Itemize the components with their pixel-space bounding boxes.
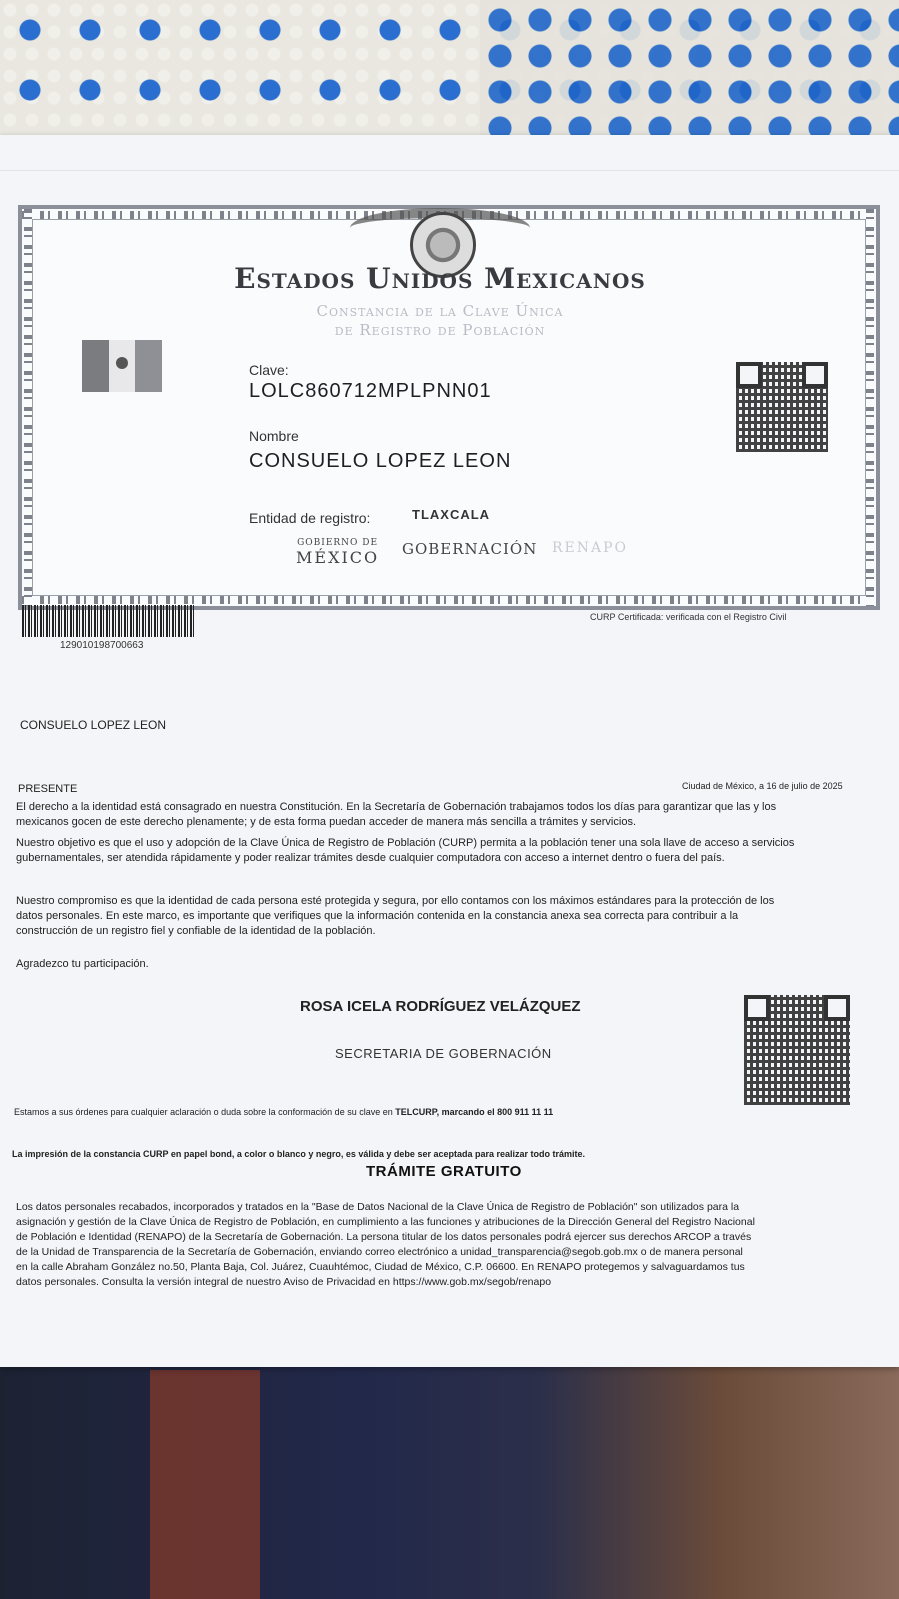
frame-border-bottom bbox=[22, 596, 876, 604]
contact-prefix: Estamos a sus órdenes para cualquier aclaración o duda sobre la conformación de su clave en bbox=[14, 1107, 396, 1117]
contact-phone: TELCURP, marcando el 800 911 11 11 bbox=[395, 1107, 554, 1117]
entidad-value: TLAXCALA bbox=[412, 507, 491, 522]
paragraph-2-line-2: gubernamentales, ser atendida rápidamente y poder realizar trámites desde cualquier computadora con acceso a internet dentro o fuera del país. bbox=[16, 852, 725, 864]
privacy-line-4: de la Unidad de Transparencia de la Secretaría de Gobernación, enviando correo electrónico a unidad_transparencia@segob.gob.mx o de manera personal bbox=[16, 1246, 743, 1258]
gobernacion-logo: GOBERNACIÓN bbox=[402, 540, 538, 558]
document-subtitle-2: de Registro de Población bbox=[334, 321, 546, 339]
qr-code-icon bbox=[736, 362, 828, 452]
privacy-line-5: en la calle Abraham González no.50, Planta Baja, Col. Juárez, Cuauhtémoc, Ciudad de México, C.P. 06600. En RENAPO protegemos y salvaguardamos tus bbox=[16, 1261, 745, 1273]
paragraph-1-line-1: El derecho a la identidad está consagrado en nuestra Constitución. En la Secretaría de Gobernación trabajamos todos los días para garantizar que las y los bbox=[16, 801, 777, 813]
place-date: Ciudad de México, a 16 de julio de 2025 bbox=[682, 781, 843, 791]
privacy-line-2: asignación y gestión de la Clave Única de Registro de Población, en cumplimiento a las funciones y atribuciones de la Dirección General del Registro Nacional bbox=[16, 1216, 755, 1228]
paragraph-3-line-1: Nuestro compromiso es que la identidad de cada persona esté protegida y segura, por ello contamos con los máximos estándares para la protección de los bbox=[16, 895, 775, 907]
mexico-flag-icon bbox=[82, 340, 162, 392]
certified-note: CURP Certificada: verificada con el Registro Civil bbox=[590, 612, 787, 622]
paragraph-1-line-2: mexicanos gocen de este derecho plenamente; y de esta forma puedan acceder de manera más sencilla a trámites y servicios. bbox=[16, 816, 636, 828]
privacy-line-6: datos personales. Consulta la versión integral de nuestro Aviso de Privacidad en https://www.gob.mx/segob/renapo bbox=[16, 1276, 552, 1288]
tramite-gratuito: TRÁMITE GRATUITO bbox=[366, 1163, 522, 1180]
nombre-label: Nombre bbox=[249, 428, 299, 444]
lap-background bbox=[0, 1360, 899, 1599]
thanks: Agradezco tu participación. bbox=[16, 958, 149, 970]
gobierno-mexico-logo bbox=[296, 538, 379, 567]
signer-title: SECRETARIA DE GOBERNACIÓN bbox=[335, 1046, 552, 1061]
clave-label: Clave: bbox=[249, 362, 289, 378]
nombre-value: CONSUELO LOPEZ LEON bbox=[249, 450, 512, 472]
fabric-background bbox=[150, 1370, 260, 1599]
entidad-label: Entidad de registro: bbox=[249, 510, 371, 526]
paragraph-2-line-1: Nuestro objetivo es que el uso y adopción de la Clave Única de Registro de Población (CURP) permita a la población tener una sola llave de acceso a servicios bbox=[16, 837, 795, 849]
paper-fold bbox=[0, 170, 899, 171]
frame-border-left bbox=[24, 209, 32, 606]
qr-code-icon bbox=[744, 995, 850, 1105]
lace-pattern bbox=[480, 0, 899, 140]
presente: PRESENTE bbox=[18, 783, 78, 795]
barcode-number: 129010198700663 bbox=[60, 640, 144, 651]
contact-line bbox=[14, 1105, 553, 1120]
barcode-icon bbox=[22, 605, 196, 637]
frame-border-right bbox=[866, 209, 874, 606]
renapo-logo: RENAPO bbox=[552, 540, 629, 556]
signer-name: ROSA ICELA RODRÍGUEZ VELÁZQUEZ bbox=[300, 998, 581, 1015]
recipient-name: CONSUELO LOPEZ LEON bbox=[20, 718, 167, 732]
paragraph-3-line-3: construcción de un registro fiel y confiable de la identidad de la población. bbox=[16, 925, 376, 937]
document-title: Estados Unidos Mexicanos bbox=[234, 262, 646, 295]
paragraph-3-line-2: datos personales. En este marco, es importante que verifiques que la información contenida en la constancia anexa sea correcta para contribuir a la bbox=[16, 910, 739, 922]
privacy-line-3: de Población e Identidad (RENAPO) de la Secretaría de Gobernación. La persona titular de los datos personales podrá ejercer sus derechos ARCOP a través bbox=[16, 1231, 752, 1243]
gobierno-line1: GOBIERNO DE bbox=[297, 538, 379, 548]
document-subtitle-1: Constancia de la Clave Única bbox=[316, 302, 564, 320]
gobierno-line2: MÉXICO bbox=[296, 548, 380, 567]
clave-value: LOLC860712MPLPNN01 bbox=[249, 380, 492, 402]
privacy-line-1: Los datos personales recabados, incorporados y tratados en la "Base de Datos Nacional de la Clave Única de Registro de Población" son utilizados para la bbox=[16, 1201, 740, 1213]
validity-note: La impresión de la constancia CURP en papel bond, a color o blanco y negro, es válida y debe ser aceptada para realizar todo trámite. bbox=[12, 1149, 586, 1159]
